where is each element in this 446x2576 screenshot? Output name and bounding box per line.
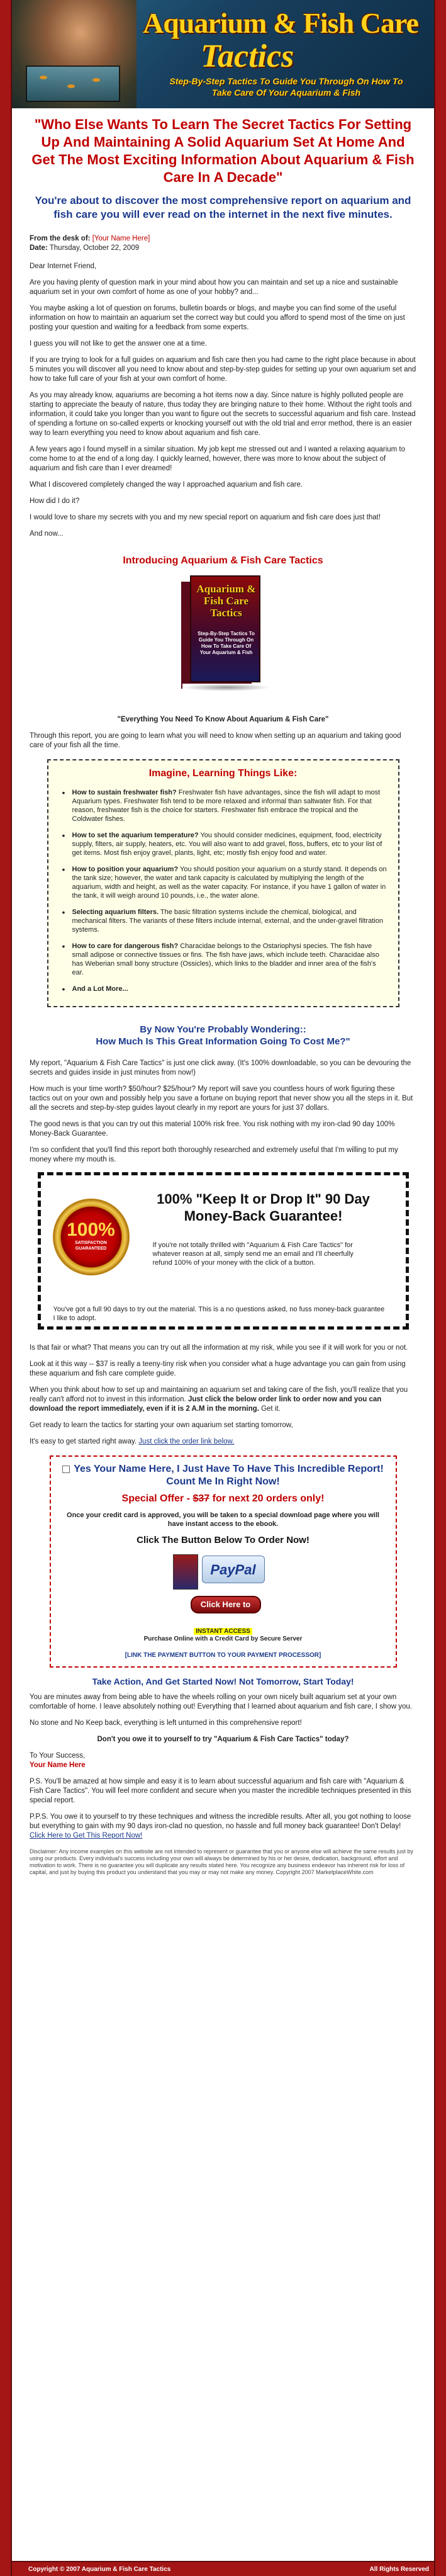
benefit-item: • How to set the aquarium temperature? You should consider medicines, equipment, food, electricity supply, filters, air supply, heaters, etc. You will also want to add gravel, floss, buffers, etc to your list of get items. Most fish enjoy gravel, plants, light, etc; mostly fish enjoy food and water. (59, 831, 388, 857)
closing-paragraph: It's easy to get started right away. Just click the order link below. (30, 1438, 235, 1445)
greeting: Dear Internet Friend, (30, 263, 97, 270)
letter-paragraph: You maybe asking a lot of question on forums, bulletin boards or blogs, and maybe you can find some of the useful information on how to maintain an aquarium set the correct way but could you afford to spend most of the time on just posting your question and waiting for a feedback from some experts. (30, 305, 405, 331)
letter-paragraph: Are you having plenty of question mark in your mind about how you can maintain and set up a nice and sustainable aquarium set in your own comfort of home as one of your hobby? and... (30, 279, 398, 296)
instant-access: INSTANT ACCESS (194, 1628, 252, 1635)
guarantee-seal-icon: 100% SATISFACTION GUARANTEED (55, 1200, 128, 1274)
from-name: [Your Name Here] (92, 235, 150, 242)
benefits-box (47, 759, 399, 1007)
letter-meta (30, 234, 416, 253)
letter-paragraph: If you are trying to look for a full guides on aquarium and fish care then you had came to the right place because in about 5 minutes you will discover all you need to know about and step-by-step guides for setting up your own aquarium set and how to take full care of your fish at your own comfort of home. (30, 356, 416, 383)
closing-paragraph: Get ready to learn the tactics for starting your own aquarium set starting tomorrow, (30, 1421, 293, 1429)
letter-paragraph: A few years ago I found myself in a similar situation. My job kept me stressed out and I wanted a relaxing aquarium to come home to at the end of a long day. I quickly learned, however, there was more to know about the subject of aquarium and fish care than I ever dreamed! (30, 446, 406, 472)
benefits-title: Imagine, Learning Things Like: (148, 768, 298, 779)
guarantee-title: 100% "Keep It or Drop It" 90 Day Money-Back Guarantee! (157, 1191, 370, 1224)
take-action-head: Take Action, And Get Started Now! Not Tomorrow, Start Today! (92, 1676, 354, 1686)
closing-paragraph: Look at it this way -- $37 is really a teeny-tiny risk when you consider what a huge advantage you can gain from using these aquarium and fish care complete guide. (30, 1360, 406, 1377)
order-yes: Yes Your Name Here, I Just Have To Have This Incredible Report! Count Me In Right Now! (60, 1463, 387, 1488)
order-box (50, 1455, 397, 1668)
price-paragraph: I'm so confident that you'll find this report both thoroughly researched and extremely useful that I'm willing to put my money where my mouth is. (30, 1146, 398, 1163)
header-photo (12, 0, 137, 108)
benefit-item: • And a Lot More... (59, 985, 388, 993)
main-headline: "Who Else Wants To Learn The Secret Tactics For Setting Up And Maintaining A Solid Aquarium Set At Home And Get The Most Exciting Information About Aquarium & Fish Care In A Decade" (31, 116, 415, 185)
letter-paragraph: As you may already know, aquariums are becoming a hot items now a day. Since nature is highly polluted people are starting to appreciate the beauty of nature, thus today they are bringing nature to their home. Without the right tools and information, it could take you longer than you want to figure out the secrets to successful aquarium and fish care. Instead of spending a fortune on so-called experts or knocking yourself out with the old trial and error method, there is an easier way to learn everything you need to know about aquarium and fish care. (30, 392, 416, 437)
checkbox-icon[interactable] (62, 1466, 70, 1473)
order-info: Once your credit card is approved, you will be taken to a special download page where you will have instant access to the ebook. (67, 1511, 379, 1528)
ebook-cover-title: Aquarium & Fish Care Tactics (196, 583, 256, 619)
guarantee-text: If you're not totally thrilled with "Aquarium & Fish Care Tactics" for whatever reason at all, simply send me an email and I'll cheerfully refund 100% of your money with the click of a button. (152, 1241, 354, 1267)
ebook-front (190, 575, 260, 682)
intro-paragraph: Through this report, you are going to learn what you will need to know when setting up an aquarium and taking good care of your fish all the time. (30, 732, 401, 749)
order-link[interactable]: Just click the order link below. (138, 1438, 235, 1445)
disclaimer: Disclaimer: Any income examples on this website are not intended to represent or guarantee that you or anyone else will achieve the same results just by using our products. Every individual's success including your own will always be determined by his or her desire, dedication, background, effort and motivation to work. There is no guarantee you will duplicate any results stated here. You recognize any business endeavor has inherent risk for loss of capital, and just by buying this product you understand that you may or may not make any money. Copyright 2007 MarketplaceWhite.com (30, 1848, 413, 1875)
letter-paragraph: How did I do it? (30, 497, 80, 505)
get-report-link[interactable]: Click Here to Get This Report Now! (30, 1832, 143, 1839)
intro-caption: "Everything You Need To Know About Aquarium & Fish Care" (117, 716, 329, 723)
header-banner (12, 0, 434, 108)
order-button[interactable]: Click Here to Order! (191, 1596, 261, 1613)
paypal-order (173, 1552, 274, 1622)
ebook-cover-subtitle: Step-By-Step Tactics To Guide You Through On How To Take Care Of Your Aquarium & Fish (198, 631, 255, 655)
order-cta-text: Click The Button Below To Order Now! (137, 1535, 309, 1545)
final-paragraph: No stone and No Keep back, everything is left unturned in this comprehensive report! (30, 1719, 302, 1727)
final-paragraph: You are minutes away from being able to have the wheels rolling on your own nicely built aquarium set at your own comfortable of home. I leave absolutely nothing out! Everything that I learned about aquarium and fish care, I show you. (30, 1693, 412, 1710)
guarantee-box (38, 1172, 409, 1330)
payment-link-note: [LINK THE PAYMENT BUTTON TO YOUR PAYMENT PROCESSOR] (125, 1652, 321, 1659)
benefit-item: • How to sustain freshwater fish? Freshwater fish have advantages, since the fish will adapt to most Aquarium types. Freshwater fish tend to be more relaxed and informal than saltwater fish. For that reason, freshwater fish is the choice for starters. Freshwater fish embrace the tropical and the Coldwater fishes. (59, 788, 388, 823)
price-paragraph: The good news is that you can try out this material 100% risk free. You risk nothing with my iron-clad 90 day 100% Money-Back Guarantee. (30, 1121, 395, 1138)
product-thumbnail (173, 1554, 198, 1590)
final-question: Don't you owe it to yourself to try "Aquarium & Fish Care Tactics" today? (97, 1736, 349, 1743)
letter-paragraph: And now... (30, 530, 64, 538)
price-question: By Now You're Probably Wondering:: How Much Is This Great Information Going To Cost Me?" (96, 1024, 350, 1047)
price-paragraph: How much is your time worth? $50/hour? $25/hour? My report will save you countless hours of work figuring these tactics out on your own and possibly help you save a fortune on buying report that never show you all the steps in it. But all the secrets and step-by-step guides layout clearly in my report are yours for just 37 dollars. (30, 1085, 413, 1112)
footer-copyright: Copyright © 2007 Aquarium & Fish Care Tactics (28, 2566, 171, 2573)
ps-paragraph: P.S. You'll be amazed at how simple and easy it is to learn about successful aquarium and fish care with "Aquarium & Fish Care Tactics". You will feel more confident and secure when you master the incredible techniques presented in this special report. (30, 1778, 411, 1804)
footer-rights: All Rights Reserved (369, 2566, 429, 2573)
date-label: Date: (30, 244, 48, 252)
benefit-item: • How to care for dangerous fish? Characidae belongs to the Ostariophysi species. The fish have small adipose or connective tissues or fins. The fish have jaws, which include teeth. Characidae also has Weberian small bony structure (Ossicles), which links to the bladder and inner area of the fish's ear. (59, 942, 388, 977)
date-value: Thursday, October 22, 2009 (49, 244, 140, 252)
letter-paragraph: What I discovered completely changed the way I approached aquarium and fish care. (30, 481, 303, 489)
benefit-item: • Selecting aquarium filters. The basic filtration systems include the chemical, biological, and mechanical filters. The variants of these filters include internal, external, and the under-gravel filtration systems. (59, 908, 388, 934)
price: $37 (192, 1493, 210, 1504)
price-paragraph: My report, "Aquarium & Fish Care Tactics" is just one click away. (It's 100% downloadable, so you can be devouring the secrets and guides inside in just minutes from now!) (30, 1059, 411, 1076)
footer (12, 2561, 434, 2576)
aquarium-image (26, 65, 120, 102)
header-title-line1: Aquarium & Fish Care (143, 7, 418, 39)
sub-headline: You're about to discover the most comprehensive report on aquarium and fish care you will ever read on the internet in the next five minutes. (35, 195, 411, 220)
page (11, 0, 435, 2576)
pps-paragraph: P.P.S. You owe it to yourself to try these techniques and witness the incredible results. After all, you got nothing to loose but everything to gain with my 90 days iron-clad no question, no hassle and full money back guarantee! Don't Delay! Click Here to Get This Report Now! (30, 1813, 411, 1839)
letter-paragraph: I would love to share my secrets with you and my new special report on aquarium and fish care does just that! (30, 514, 381, 521)
closing-paragraph: When you think about how to set up and maintaining an aquarium set and taking care of the fish, you'll realize that you really can't afford not to invest in this information. Just click the below order link to order now and you can download the report immediately, even if it is 2 A.M in the morning. Get it. (30, 1386, 408, 1413)
main-content (30, 112, 416, 1876)
closing-paragraph: Is that fair or what? That means you can try out all the information at my risk, while you see if it will work for you or not. (30, 1344, 408, 1352)
header-subtitle (142, 76, 431, 98)
from-label: From the desk of: (30, 235, 91, 242)
guarantee-text-2: You've got a full 90 days to try out the material. This is a no questions asked, no fuss money-back guarantee I like to adopt. (53, 1306, 385, 1322)
benefits-list (59, 788, 388, 993)
header-subtitle-line1: Step-By-Step Tactics To Guide You Through On How To (169, 76, 403, 86)
paypal-logo: PayPal (202, 1556, 265, 1583)
signature: To Your Success, Your Name Here (30, 1752, 86, 1769)
special-offer: Special Offer - $37 for next 20 orders only! (121, 1493, 325, 1504)
intro-title: Introducing Aquarium & Fish Care Tactics (123, 555, 323, 566)
letter-paragraph: I guess you will not like to get the answer one at a time. (30, 340, 207, 347)
ebook-cover-image (176, 575, 270, 692)
benefit-item: • How to position your aquarium? You should position your aquarium on a sturdy stand. It depends on the tank size; however, the water and tank capacity is calculated by multiplying the length of the aquarium, width and height, as well as the water capacity. For instance, if you have 1 gallon of water in the tank, it will weigh around 10 pounds, i.e., the water alone. (59, 865, 388, 900)
header-subtitle-line2: Take Care Of Your Aquarium & Fish (211, 88, 361, 98)
header-title-line2: Tactics (201, 38, 294, 74)
purchase-note: Purchase Online with a Credit Card by Secure Server (143, 1635, 303, 1642)
